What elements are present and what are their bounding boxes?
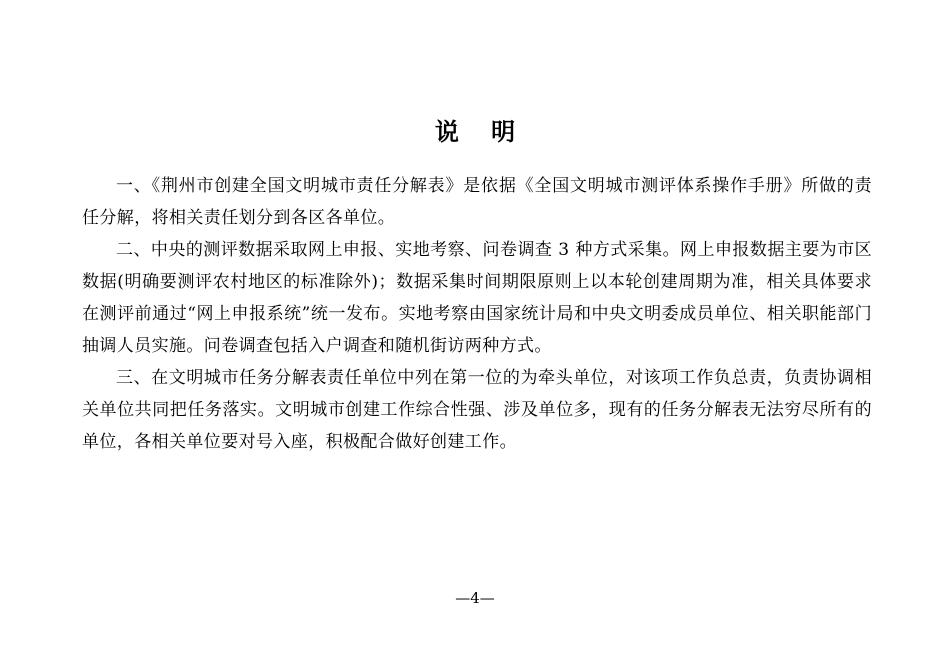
page-number: —4— (455, 589, 495, 607)
paragraph-1: 一、《荆州市创建全国文明城市责任分解表》是依据《全国文明城市测评体系操作手册》所做的责任分解，将相关责任划分到各区各单位。 (82, 176, 872, 228)
document-body (82, 170, 872, 458)
paragraph-3: 三、在文明城市任务分解表责任单位中列在第一位的为牵头单位，对该项工作负总责，负责协调相关单位共同把任务落实。文明城市创建工作综合性强、涉及单位多，现有的任务分解表无法穷尽所有的单位，各相关单位要对号入座，积极配合做好创建工作。 (82, 368, 872, 452)
paragraph-2: 二、中央的测评数据采取网上申报、实地考察、问卷调查 3 种方式采集。网上申报数据主要为市区数据(明确要测评农村地区的标准除外)；数据采集时间期限原则上以本轮创建周期为准，相关具体要求在测评前通过“网上申报系统”统一发布。实地考察由国家统计局和中央文明委成员单位、相关职能部门抽调人员实施。问卷调查包括入户调查和随机街访两种方式。 (82, 240, 872, 356)
page-title: 说 明 (434, 117, 528, 146)
